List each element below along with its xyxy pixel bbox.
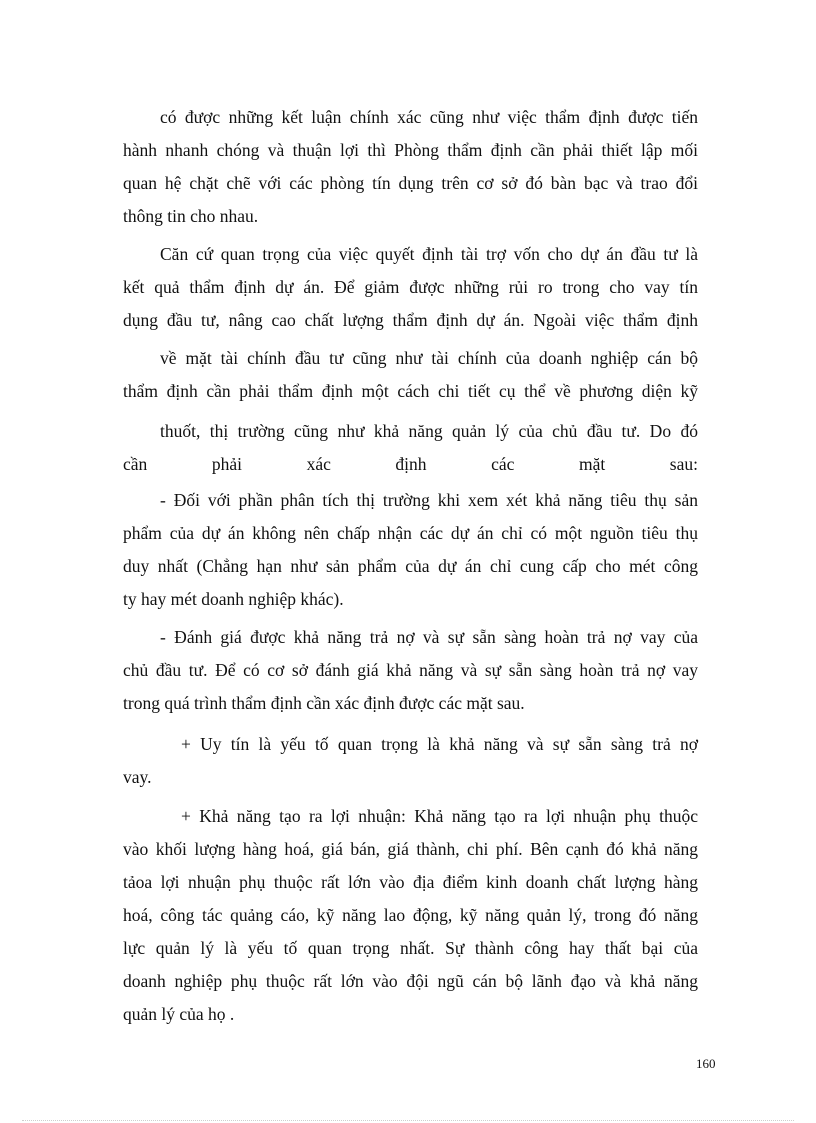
word: cần (123, 454, 148, 474)
text-line: dụng đầu tư, nâng cao chất lượng thẩm định dự án. Ngoài việc thẩm định (123, 310, 698, 330)
text-line: có được những kết luận chính xác cũng như việc thẩm định được tiến (160, 107, 698, 127)
page-bottom-divider (22, 1120, 794, 1121)
text-line: quản lý của họ . (123, 1004, 235, 1024)
text-line: lực quản lý là yếu tố quan trọng nhất. Sự thành công hay thất bại của (123, 938, 698, 958)
text-line: thông tin cho nhau. (123, 206, 259, 226)
text-line: - Đánh giá được khả năng trả nợ và sự sẵn sàng hoàn trả nợ vay của (160, 627, 698, 647)
text-line: + Uy tín là yếu tố quan trọng là khả năng và sự sẵn sàng trả nợ (181, 734, 698, 754)
text-line: thẩm định cần phải thẩm định một cách chi tiết cụ thể về phương diện kỹ (123, 381, 698, 401)
text-line: hoá, công tác quảng cáo, kỹ năng lao động, kỹ năng quản lý, trong đó năng (123, 905, 698, 925)
text-line: hành nhanh chóng và thuận lợi thì Phòng thẩm định cần phải thiết lập mối (123, 140, 698, 160)
page-number: 160 (696, 1056, 716, 1071)
text-line-justified (123, 453, 698, 475)
text-line: kết quả thẩm định dự án. Để giảm được những rủi ro trong cho vay tín (123, 277, 698, 297)
text-line: ty hay mét doanh nghiệp khác). (123, 589, 344, 609)
text-line: về mặt tài chính đầu tư cũng như tài chính của doanh nghiệp cán bộ (160, 348, 698, 368)
word: sau: (669, 454, 698, 474)
text-line: + Khả năng tạo ra lợi nhuận: Khả năng tạo ra lợi nhuận phụ thuộc (181, 806, 698, 826)
text-line: chủ đầu tư. Để có cơ sở đánh giá khả năng và sự sẵn sàng hoàn trả nợ vay (123, 660, 698, 680)
word: định (395, 454, 427, 474)
word: mặt (578, 454, 606, 474)
text-line: trong quá trình thẩm định cần xác định được các mặt sau. (123, 693, 525, 713)
text-line: vào khối lượng hàng hoá, giá bán, giá thành, chi phí. Bên cạnh đó khả năng (123, 839, 698, 859)
word: các (491, 454, 515, 474)
text-line: duy nhất (Chẳng hạn như sản phẩm của dự án chỉ cung cấp cho mét công (123, 556, 698, 576)
text-line: Căn cứ quan trọng của việc quyết định tài trợ vốn cho dự án đầu tư là (160, 244, 698, 264)
word: phải (211, 454, 242, 474)
text-line: - Đối với phần phân tích thị trường khi xem xét khả năng tiêu thụ sản (160, 490, 698, 510)
text-line: vay. (123, 767, 152, 787)
text-line: quan hệ chặt chẽ với các phòng tín dụng trên cơ sở đó bàn bạc và trao đổi (123, 173, 698, 193)
text-line: phẩm của dự án không nên chấp nhận các dự án chỉ có một nguồn tiêu thụ (123, 523, 698, 543)
word: xác (306, 454, 331, 474)
text-line: thuốt, thị trường cũng như khả năng quản lý của chủ đầu tư. Do đó (160, 421, 698, 441)
text-line: tảoa lợi nhuận phụ thuộc rất lớn vào địa điểm kinh doanh chất lượng hàng (123, 872, 698, 892)
text-line: doanh nghiệp phụ thuộc rất lớn vào đội ngũ cán bộ lãnh đạo và khả năng (123, 971, 698, 991)
